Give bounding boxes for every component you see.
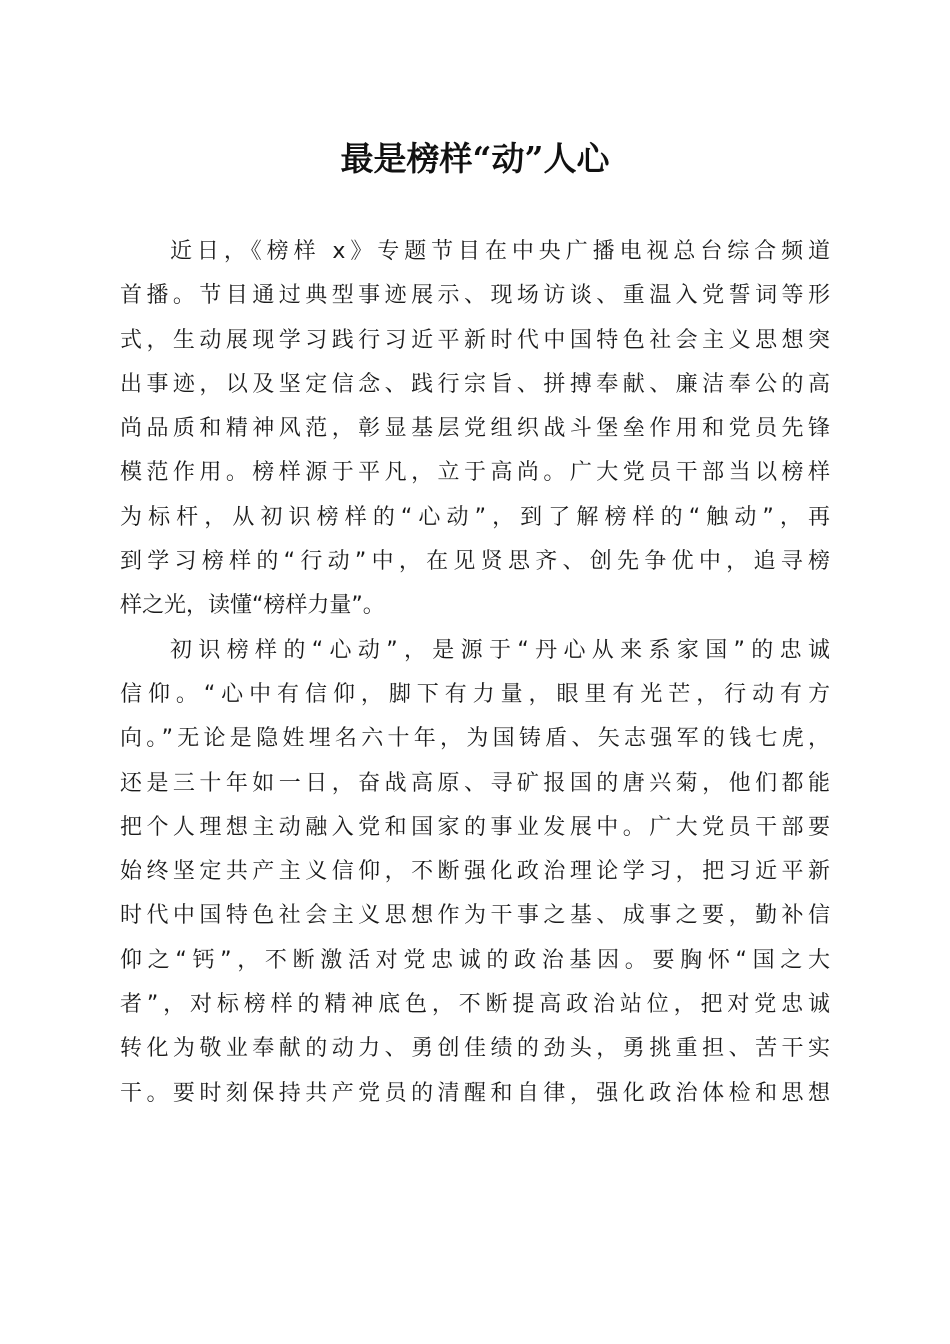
paragraph-line: 到学习榜样的“行动”中，在见贤思齐、创先争优中，追寻榜 bbox=[120, 549, 830, 575]
paragraph-line: 尚品质和精神风范，彰显基层党组织战斗堡垒作用和党员先锋 bbox=[120, 416, 830, 442]
paragraph-line: 式，生动展现学习践行习近平新时代中国特色社会主义思想突 bbox=[120, 327, 830, 353]
paragraph-line: 首播。节目通过典型事迹展示、现场访谈、重温入党誓词等形 bbox=[120, 283, 830, 309]
paragraph-line: 为标杆，从初识榜样的“心动”，到了解榜样的“触动”，再 bbox=[120, 504, 830, 530]
paragraph-line: 把个人理想主动融入党和国家的事业发展中。广大党员干部要 bbox=[120, 814, 830, 840]
paragraph-line: 样之光，读懂“榜样力量”。 bbox=[120, 593, 385, 619]
document-title: 最是榜样“动”人心 bbox=[340, 139, 610, 178]
paragraph-line: 仰之“钙”，不断激活对党忠诚的政治基因。要胸怀“国之大 bbox=[120, 947, 830, 973]
paragraph-line: 时代中国特色社会主义思想作为干事之基、成事之要，勤补信 bbox=[120, 903, 830, 929]
paragraph-line: 干。要时刻保持共产党员的清醒和自律，强化政治体检和思想 bbox=[120, 1080, 830, 1106]
paragraph-line: 者”，对标榜样的精神底色，不断提高政治站位，把对党忠诚 bbox=[120, 992, 830, 1018]
paragraph-line: 始终坚定共产主义信仰，不断强化政治理论学习，把习近平新 bbox=[120, 859, 830, 885]
paragraph-line: 近日，《榜样 x》专题节目在中央广播电视总台综合频道 bbox=[170, 239, 830, 264]
paragraph-line: 向。”无论是隐姓埋名六十年，为国铸盾、矢志强军的钱七虎， bbox=[120, 726, 830, 752]
paragraph-line: 出事迹，以及坚定信念、践行宗旨、拼搏奉献、廉洁奉公的高 bbox=[120, 371, 830, 397]
paragraph-line: 模范作用。榜样源于平凡，立于高尚。广大党员干部当以榜样 bbox=[120, 460, 830, 486]
paragraph-line: 转化为敬业奉献的动力、勇创佳绩的劲头，勇挑重担、苦干实 bbox=[120, 1036, 830, 1062]
paragraph-line: 信仰。“心中有信仰，脚下有力量，眼里有光芒，行动有方 bbox=[120, 681, 830, 707]
paragraph-line: 初识榜样的“心动”，是源于“丹心从来系家国”的忠诚 bbox=[170, 637, 830, 663]
document-body bbox=[120, 230, 830, 1116]
paragraph-line: 还是三十年如一日，奋战高原、寻矿报国的唐兴菊，他们都能 bbox=[120, 770, 830, 796]
